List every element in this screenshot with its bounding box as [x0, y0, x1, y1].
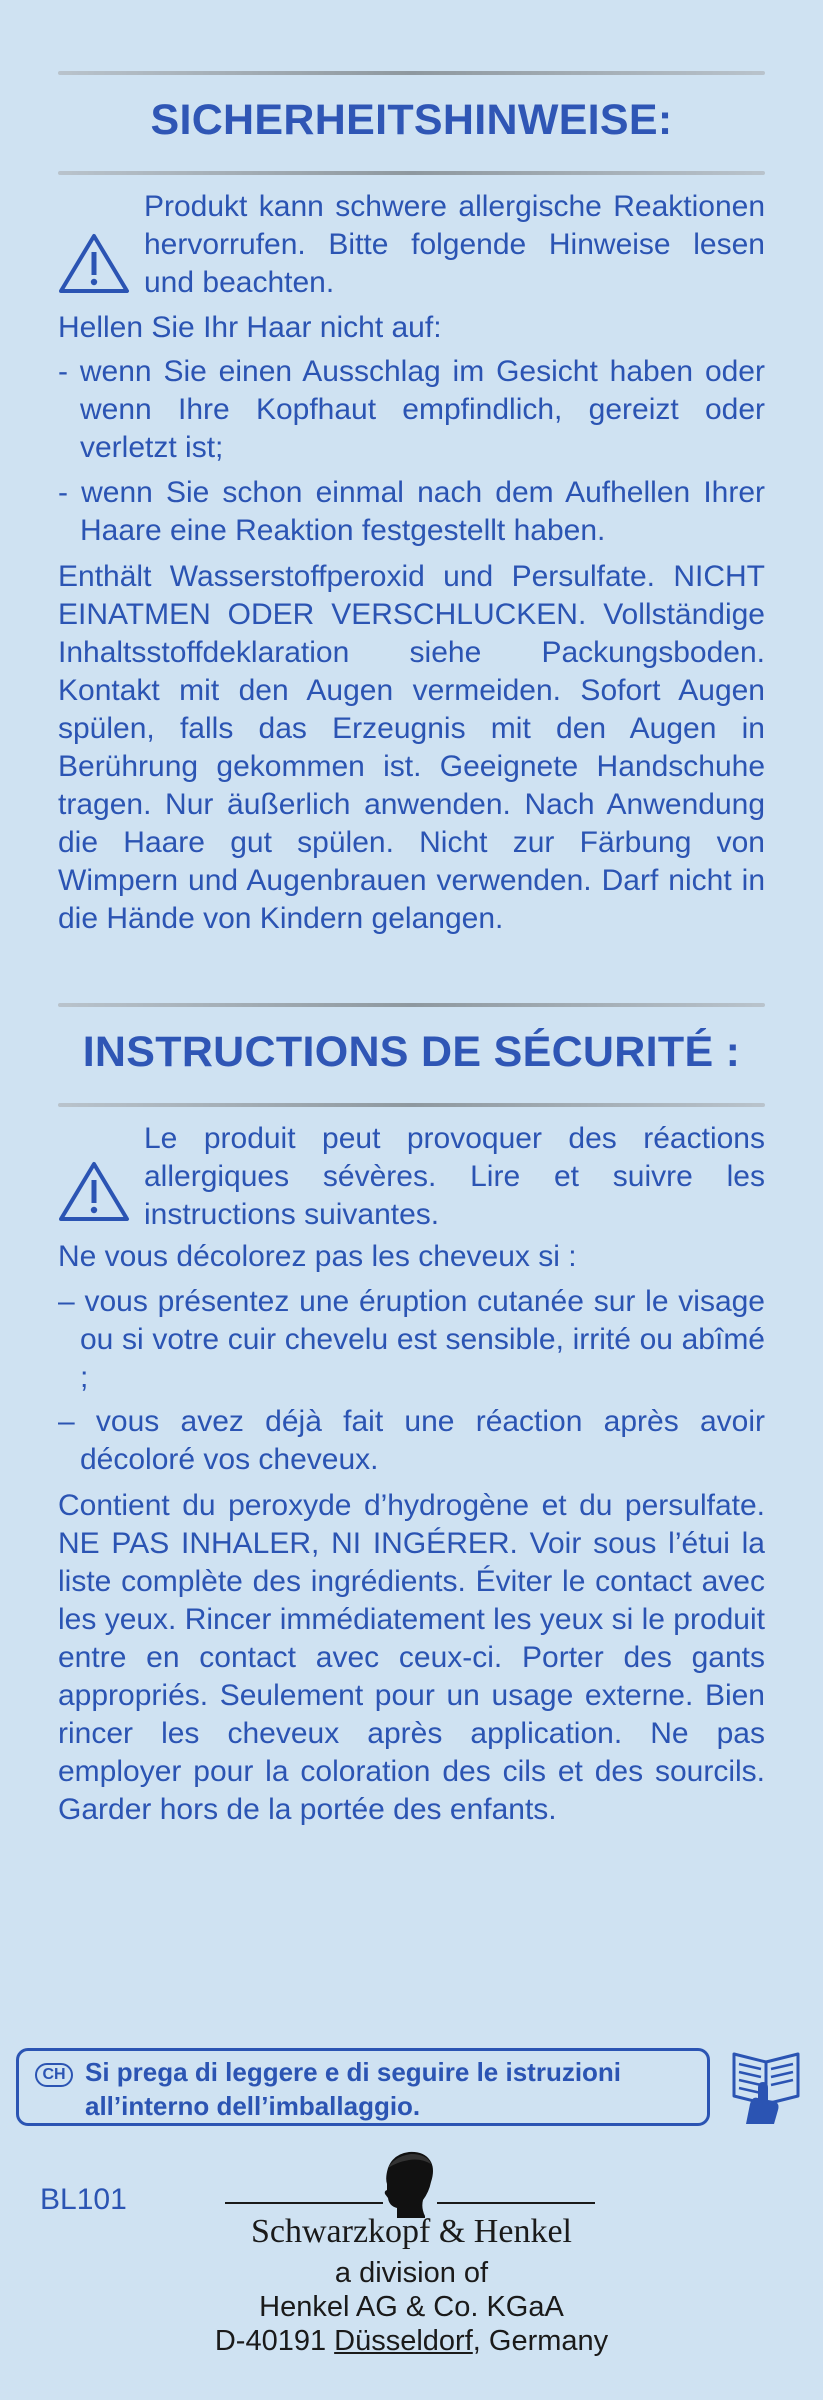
ch-badge: CH [35, 2063, 73, 2087]
german-body: Enthält Wasserstoffperoxid und Persulfate. NICHT EINATMEN ODER VERSCHLUCKEN. Vollständige Inhaltsstoffdeklaration siehe Packungsboden. Kontakt mit den Augen vermeiden. Sofort Augen spülen, falls das Erzeugnis mit den Augen in Berührung gekommen ist. Geeignete Handschuhe tragen. Nur äußerlich anwenden. Nach Anwendung die Haare gut spülen. Nicht zur Färbung von Wimpern und Augenbrauen verwenden. Darf nicht in die Hände von Kindern gelangen. [58, 560, 765, 935]
german-warning-text: Produkt kann schwere allergische Reaktionen hervorrufen. Bitte folgende Hinweise lesen und beachten. [144, 190, 765, 299]
french-intro: Ne vous décolorez pas les cheveux si : [58, 1240, 577, 1273]
french-heading-divider [58, 1103, 765, 1107]
german-intro: Hellen Sie Ihr Haar nicht auf: [58, 311, 442, 344]
warning-triangle-icon [58, 232, 130, 294]
french-heading: INSTRUCTIONS DE SÉCURITÉ : [82, 1028, 741, 1076]
french-body: Contient du peroxyde d’hydrogène et du persulfate. NE PAS INHALER, NI INGÉRER. Voir sous l’étui la liste complète des ingrédients. Éviter le contact avec les yeux. Rincer immédiatement les yeux si le produit entre en contact avec ceux-ci. Porter des gants appropriés. Seulement pour un usage externe. Bien rincer les cheveux après application. Ne pas employer pour la coloration des cils et des sourcils. Garder hors de la portée des enfants. [58, 1489, 765, 1826]
french-warning [58, 1120, 765, 1240]
silhouette-head-logo [225, 2148, 595, 2218]
division-text: a division of [334, 2257, 489, 2289]
address-line [0, 2324, 823, 2358]
swiss-notice-text: Si prega di leggere e di seguire le istruzioni all’interno dell’imballaggio. [85, 2057, 622, 2121]
country: , Germany [472, 2325, 609, 2357]
french-bullet-2: – vous avez déjà fait une réaction après avoir décoloré vos cheveux. [58, 1405, 765, 1476]
brand-name: Schwarzkopf & Henkel [250, 2213, 572, 2250]
german-bullet-1: - wenn Sie einen Ausschlag im Gesicht haben oder wenn Ihre Kopfhaut empfindlich, gereizt oder verletzt ist; [58, 355, 765, 464]
french-warning-text: Le produit peut provoquer des réactions allergiques sévères. Lire et suivre les instructions suivantes. [144, 1122, 765, 1231]
swiss-notice [16, 2048, 710, 2126]
german-heading: SICHERHEITSHINWEISE: [150, 96, 673, 144]
city: Düsseldorf [334, 2325, 473, 2357]
french-bullet-1: – vous présentez une éruption cutanée sur le visage ou si votre cuir chevelu est sensible, irrité ou abîmé ; [58, 1285, 765, 1394]
postcode: D-40191 [214, 2325, 327, 2357]
german-warning [58, 188, 765, 308]
product-code: BL101 [40, 2183, 127, 2216]
read-leaflet-icon [728, 2046, 806, 2126]
top-divider [58, 71, 765, 75]
warning-triangle-icon [58, 1160, 130, 1222]
german-bullet-2: - wenn Sie schon einmal nach dem Aufhellen Ihrer Haare eine Reaktion festgestellt haben. [58, 476, 765, 547]
company-name: Henkel AG & Co. KGaA [259, 2291, 564, 2323]
heading-divider [58, 171, 765, 175]
french-top-divider [58, 1003, 765, 1007]
